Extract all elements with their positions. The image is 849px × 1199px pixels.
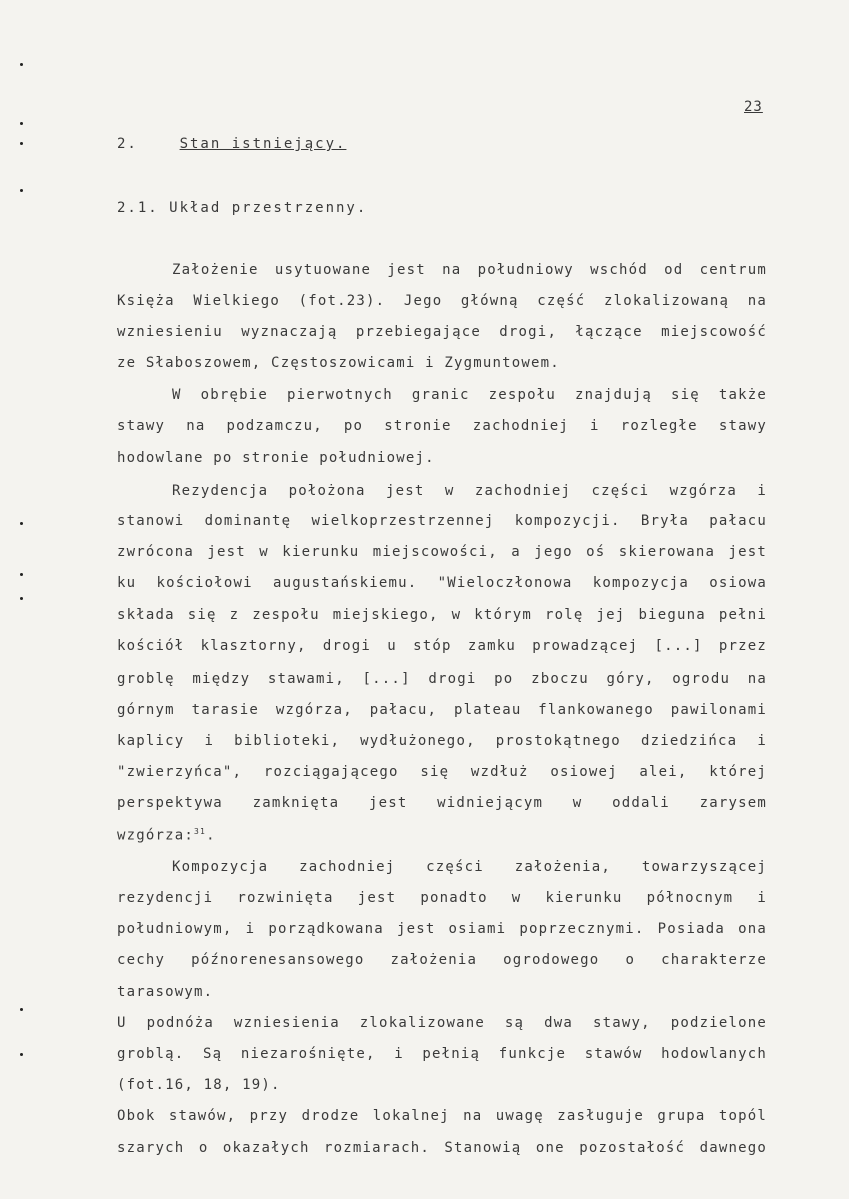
- margin-mark: [20, 522, 23, 525]
- body-line: U podnóża wzniesienia zlokalizowane są dwa stawy, podzielone: [117, 1015, 767, 1031]
- subsection-heading: 2.1. Układ przestrzenny.: [117, 200, 368, 216]
- section-heading: [117, 136, 346, 152]
- body-line: stanowi dominantę wielkoprzestrzennej kompozycji. Bryła pałacu: [117, 513, 767, 529]
- body-line: Księża Wielkiego (fot.23). Jego główną część zlokalizowaną na: [117, 293, 767, 309]
- body-line: perspektywa zamknięta jest widniejącym w oddali zarysem: [117, 795, 767, 811]
- body-line: ze Słaboszowem, Częstoszowicami i Zygmuntowem.: [117, 355, 560, 371]
- body-line: kościół klasztorny, drogi u stóp zamku prowadzącej [...] przez: [117, 638, 767, 654]
- body-line: południowym, i porządkowana jest osiami poprzecznymi. Posiada ona: [117, 921, 767, 937]
- margin-mark: [20, 573, 23, 576]
- section-title: Stan istniejący.: [179, 136, 347, 152]
- body-line: Rezydencja położona jest w zachodniej części wzgórza i: [172, 483, 767, 499]
- body-line: Kompozycja zachodniej części założenia, towarzyszącej: [172, 859, 767, 875]
- body-line: cechy późnorenesansowego założenia ogrodowego o charakterze: [117, 952, 767, 968]
- body-line: kaplicy i biblioteki, wydłużonego, prostokątnego dziedzińca i: [117, 733, 767, 749]
- page-number: 23: [744, 99, 763, 115]
- body-line: zwrócona jest w kierunku miejscowości, a jego oś skierowana jest: [117, 544, 767, 560]
- margin-mark: [20, 142, 23, 145]
- body-line: W obrębie pierwotnych granic zespołu znajdują się także: [172, 387, 767, 403]
- body-line: "zwierzyńca", rozciągającego się wzdłuż osiowej alei, której: [117, 764, 767, 780]
- margin-mark: [20, 189, 23, 192]
- margin-mark: [20, 597, 23, 600]
- footnote-reference: 31: [194, 827, 207, 836]
- body-line: tarasowym.: [117, 984, 214, 1000]
- body-line: Założenie usytuowane jest na południowy wschód od centrum: [172, 262, 767, 278]
- body-line: ku kościołowi augustańskiemu. "Wieloczłonowa kompozycja osiowa: [117, 575, 767, 591]
- body-line: składa się z zespołu miejskiego, w którym rolę jej bieguna pełni: [117, 607, 767, 623]
- body-line: górnym tarasie wzgórza, pałacu, plateau flankowanego pawilonami: [117, 702, 767, 718]
- body-line: rezydencji rozwinięta jest ponadto w kierunku północnym i: [117, 890, 767, 906]
- body-line-text: wzgórza:: [117, 827, 195, 844]
- body-line: (fot.16, 18, 19).: [117, 1077, 281, 1093]
- body-line: hodowlane po stronie południowej.: [117, 450, 435, 466]
- section-number: 2.: [117, 136, 138, 152]
- body-line: wzgórza:$^{31}$.: [117, 827, 216, 844]
- body-line: groblą. Są niezarośnięte, i pełnią funkcje stawów hodowlanych: [117, 1046, 767, 1062]
- body-line: szarych o okazałych rozmiarach. Stanowią one pozostałość dawnego: [117, 1140, 767, 1156]
- body-line: wzniesieniu wyznaczają przebiegające drogi, łączące miejscowość: [117, 324, 767, 340]
- margin-mark: [20, 1008, 23, 1011]
- body-line: groblę między stawami, [...] drogi po zboczu góry, ogrodu na: [117, 671, 767, 687]
- body-line: Obok stawów, przy drodze lokalnej na uwagę zasługuje grupa topól: [117, 1108, 767, 1124]
- body-line: stawy na podzamczu, po stronie zachodniej i rozległe stawy: [117, 418, 767, 434]
- margin-mark: [20, 63, 23, 66]
- margin-mark: [20, 1053, 23, 1056]
- margin-mark: [20, 122, 23, 125]
